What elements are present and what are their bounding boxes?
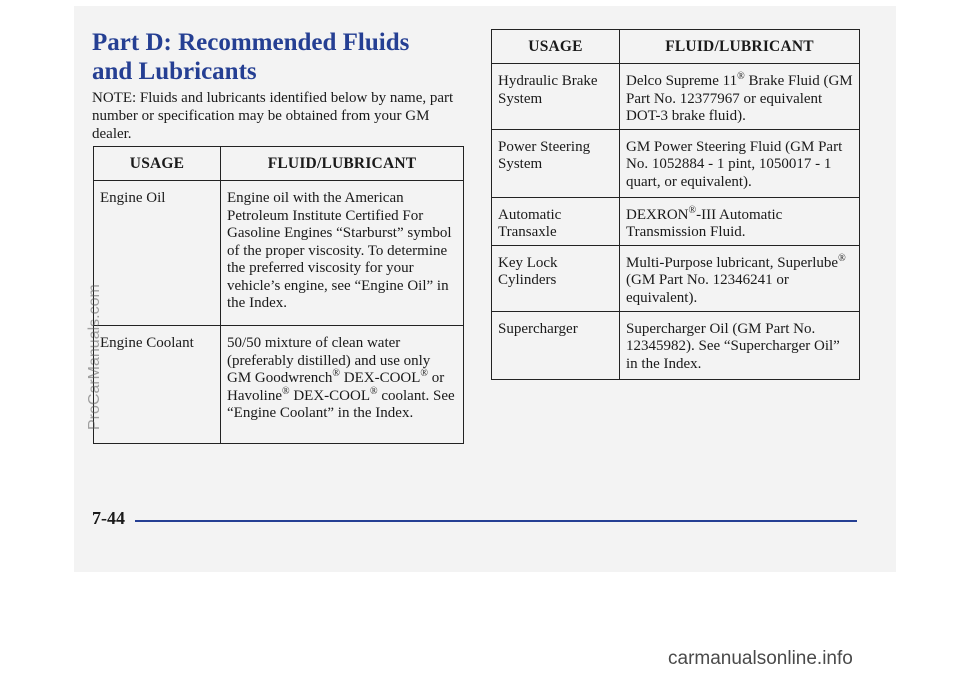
usage-column-header: USAGE (94, 147, 221, 181)
fluid-cell: GM Power Steering Fluid (GM Part No. 1052884 - 1 pint, 1050017 - 1 quart, or equivalent). (620, 129, 860, 197)
table-header-row (492, 30, 860, 64)
page-title: Part D: Recommended Fluids and Lubricants (92, 29, 410, 85)
bottom-watermark: carmanualsonline.info (668, 648, 853, 669)
usage-cell: Key Lock Cylinders (492, 245, 620, 311)
page-number: 7-44 (92, 508, 125, 528)
fluid-cell: 50/50 mixture of clean water (preferably distilled) and use only GM Goodwrench® DEX-COOL® or Havoline® DEX-COOL® coolant. See “Engine Coolant” in the Index. (221, 326, 464, 444)
table-row (94, 181, 464, 326)
usage-cell: Supercharger (492, 311, 620, 379)
table-row (492, 311, 860, 379)
fluid-cell: Delco Supreme 11® Brake Fluid (GM Part No. 12377967 or equivalent DOT-3 brake fluid). (620, 64, 860, 130)
note-text: NOTE: Fluids and lubricants identified below by name, part number or specification may be obtained from your GM dealer. (92, 90, 454, 142)
fluid-column-header: FLUID/LUBRICANT (221, 147, 464, 181)
usage-cell: Engine Oil (94, 181, 221, 326)
fluid-cell: Multi-Purpose lubricant, Superlube® (GM Part No. 12346241 or equivalent). (620, 245, 860, 311)
registered-mark: ® (370, 385, 378, 397)
registered-mark: ® (688, 204, 697, 216)
side-watermark: ProCarManuals.com (86, 284, 103, 430)
usage-column-header: USAGE (492, 30, 620, 64)
fluid-cell: DEXRON®-III Automatic Transmission Fluid. (620, 197, 860, 245)
usage-cell: Hydraulic Brake System (492, 64, 620, 130)
table-row (492, 245, 860, 311)
footer-rule (135, 520, 857, 522)
fluid-cell: Engine oil with the American Petroleum Institute Certified For Gasoline Engines “Starburst” symbol of the proper viscosity. To determine the preferred viscosity for your vehicle’s engine, see “Engine Oil” in the Index. (221, 181, 464, 326)
table-header-row (94, 147, 464, 181)
table-row (94, 326, 464, 444)
usage-cell: Engine Coolant (94, 326, 221, 444)
usage-cell: Automatic Transaxle (492, 197, 620, 245)
registered-mark: ® (838, 252, 846, 264)
registered-mark: ® (420, 368, 429, 379)
fluids-table-right (491, 29, 860, 380)
table-row (492, 64, 860, 130)
registered-mark: ® (332, 368, 341, 379)
usage-cell: Power Steering System (492, 129, 620, 197)
fluid-cell: Supercharger Oil (GM Part No. 12345982). See “Supercharger Oil” in the Index. (620, 311, 860, 379)
fluids-table-left (93, 146, 464, 444)
table-row (492, 129, 860, 197)
table-row (492, 197, 860, 245)
fluid-column-header: FLUID/LUBRICANT (620, 30, 860, 64)
registered-mark: ® (281, 385, 290, 397)
registered-mark: ® (737, 71, 745, 82)
